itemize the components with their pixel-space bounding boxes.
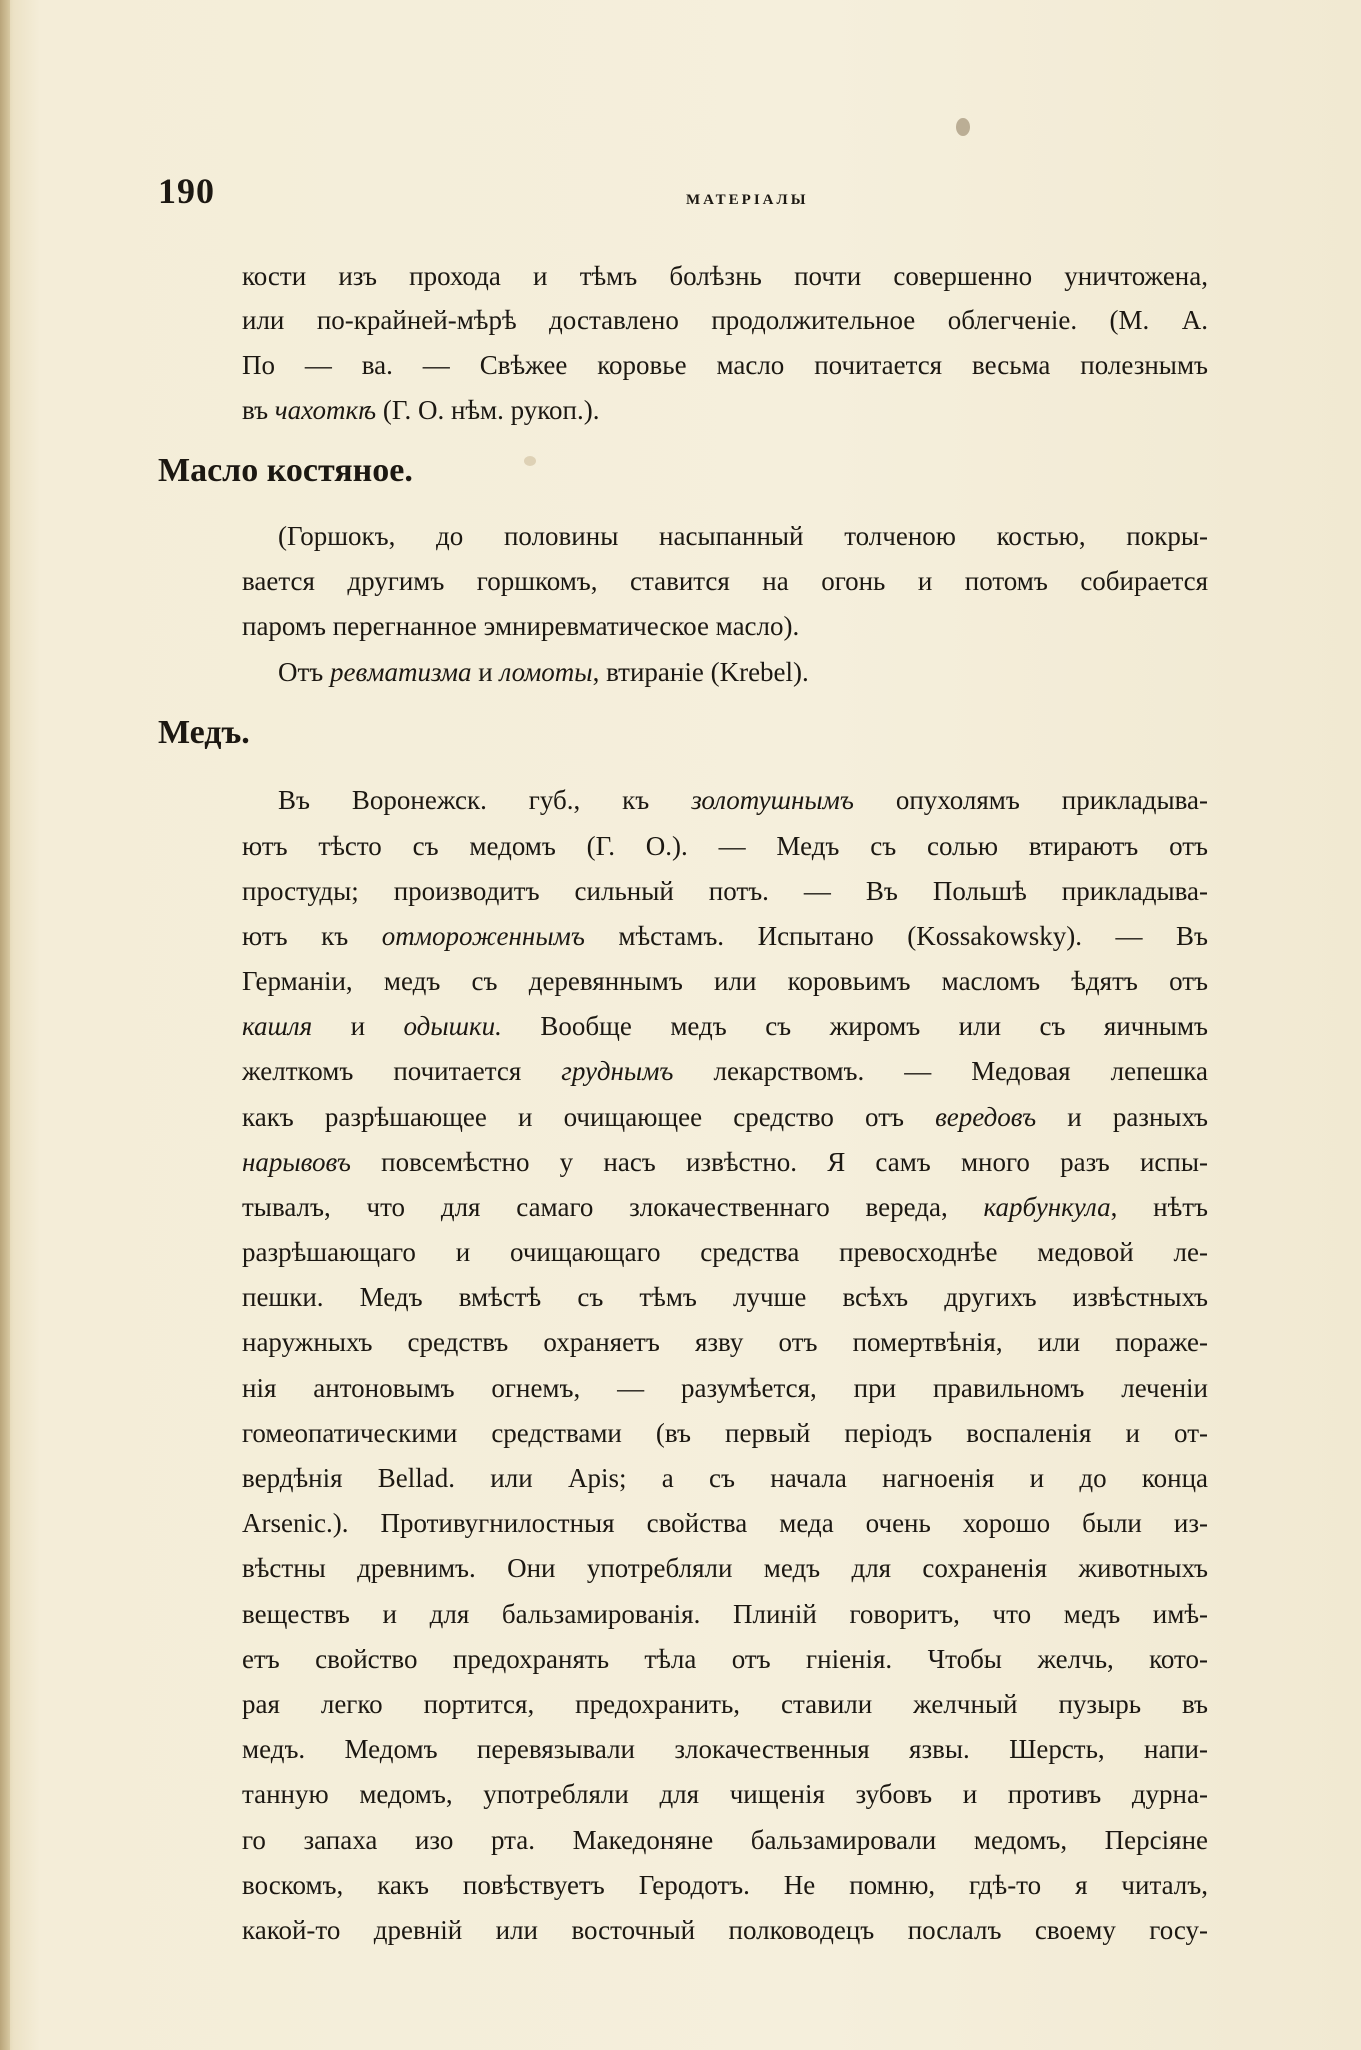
text-line: ютъ къ отмороженнымъ мѣстамъ. Испытано (Kossakowsky). — Въ — [242, 921, 1209, 951]
text-line: нія антоновымъ огнемъ, — разумѣется, при правильномъ леченіи — [242, 1373, 1208, 1403]
text-line: въ чахоткѣ (Г. О. нѣм. рукоп.). — [242, 395, 600, 425]
section-heading: Масло костяное. — [158, 452, 413, 489]
text-line: вѣстны древнимъ. Они употребляли медъ для сохраненія животныхъ — [242, 1553, 1208, 1583]
binding-edge — [0, 0, 10, 2050]
text-line: вается другимъ горшкомъ, ставится на огонь и потомъ собирается — [242, 566, 1208, 596]
text-line: веществъ и для бальзамированія. Плиній говоритъ, что медъ имѣ- — [242, 1599, 1208, 1629]
paper-stain — [524, 456, 536, 466]
text-line: Въ Воронежск. губ., къ золотушнымъ опухолямъ прикладыва- — [278, 785, 1209, 815]
text-line: воскомъ, какъ повѣствуетъ Геродотъ. Не помню, гдѣ-то я читалъ, — [242, 1870, 1208, 1900]
text-line: ютъ тѣсто съ медомъ (Г. О.). — Медъ съ солью втираютъ отъ — [242, 831, 1208, 861]
text-line: Германіи, медъ съ деревяннымъ или коровьимъ масломъ ѣдятъ отъ — [242, 966, 1208, 996]
text-line: кости изъ прохода и тѣмъ болѣзнь почти совершенно уничтожена, — [242, 261, 1208, 291]
text-line: нарывовъ повсемѣстно у насъ извѣстно. Я самъ много разъ испы- — [242, 1147, 1208, 1177]
text-line: кашля и одышки. Вообще медъ съ жиромъ или съ яичнымъ — [242, 1011, 1208, 1041]
text-line: или по-крайней-мѣрѣ доставлено продолжительное облегченіе. (М. А. — [242, 305, 1208, 335]
text-line: наружныхъ средствъ охраняетъ язву отъ помертвѣнія, или пораже- — [242, 1327, 1208, 1357]
section-heading: Медъ. — [158, 714, 250, 751]
text-line: желткомъ почитается груднымъ лекарствомъ. — Медовая лепешка — [242, 1056, 1208, 1086]
ink-smudge — [956, 118, 970, 136]
page-number: 190 — [158, 171, 215, 211]
text-line: По — ва. — Свѣжее коровье масло почитается весьма полезнымъ — [242, 350, 1208, 380]
text-line: пешки. Медъ вмѣстѣ съ тѣмъ лучше всѣхъ другихъ извѣстныхъ — [242, 1282, 1208, 1312]
text-line: разрѣшающаго и очищающаго средства превосходнѣе медовой ле- — [242, 1237, 1208, 1267]
text-line: етъ свойство предохранять тѣла отъ гніенія. Чтобы желчь, кото- — [242, 1644, 1208, 1674]
text-line: паромъ перегнанное эмниревматическое масло). — [242, 611, 800, 641]
running-head: МАТЕРІАЛЫ — [686, 192, 809, 208]
text-line: Arsenic.). Противугнилостныя свойства меда очень хорошо были из- — [242, 1508, 1208, 1538]
text-line: какъ разрѣшающее и очищающее средство отъ вередовъ и разныхъ — [242, 1102, 1208, 1132]
text-line: тывалъ, что для самаго злокачественнаго вереда, карбункула, нѣтъ — [242, 1192, 1209, 1222]
text-line: Отъ ревматизма и ломоты, втираніе (Krebel). — [278, 657, 809, 687]
text-line: (Горшокъ, до половины насыпанный толченою костью, покры- — [278, 521, 1208, 551]
text-line: вердѣнія Bellad. или Apis; а съ начала нагноенія и до конца — [242, 1463, 1208, 1493]
text-line: медъ. Медомъ перевязывали злокачественныя язвы. Шерсть, напи- — [242, 1734, 1208, 1764]
text-line: рая легко портится, предохранить, ставили желчный пузырь въ — [242, 1689, 1208, 1719]
text-line: го запаха изо рта. Македоняне бальзамировали медомъ, Персіяне — [242, 1825, 1208, 1855]
text-line: простуды; производитъ сильный потъ. — Въ Польшѣ прикладыва- — [242, 876, 1208, 906]
text-line: танную медомъ, употребляли для чищенія зубовъ и противъ дурна- — [242, 1779, 1208, 1809]
text-line: гомеопатическими средствами (въ первый періодъ воспаленія и от- — [242, 1418, 1208, 1448]
text-line: какой-то древній или восточный полководецъ послалъ своему госу- — [242, 1915, 1208, 1945]
